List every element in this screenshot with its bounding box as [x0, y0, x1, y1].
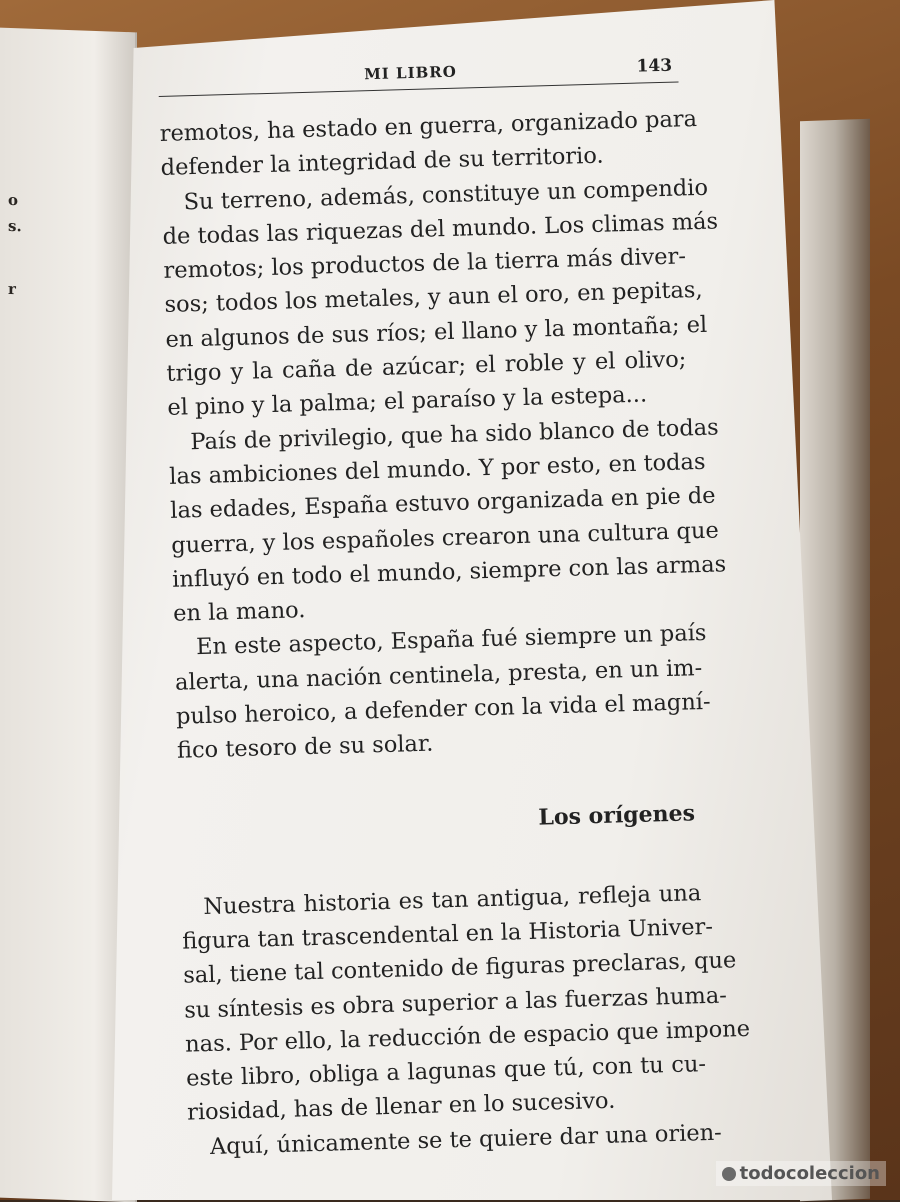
- page-content: [158, 55, 751, 1164]
- left-mark: s.: [8, 216, 22, 235]
- body-text-continued: [181, 876, 751, 1165]
- text-line: riosidad, has de llenar en lo sucesivo.: [186, 1088, 616, 1127]
- text-line: el pino y la palma; el paraíso y la estepa...: [167, 381, 648, 422]
- text-line: figura tan trascendental en la Historia Univer-: [181, 913, 714, 955]
- paragraph: [181, 876, 751, 1131]
- section-heading: Los orígenes: [538, 799, 696, 831]
- text-line: en algunos de sus ríos; el llano y la montaña; el: [165, 311, 708, 353]
- text-line: alerta, una nación centinela, presta, en un im-: [174, 654, 703, 696]
- text-line: en la mano.: [172, 597, 306, 627]
- text-line: influyó en todo el mundo, siempre con las armas: [171, 551, 727, 593]
- body-text: [159, 102, 727, 768]
- text-line: En este aspecto, España fué siempre un país: [195, 620, 707, 661]
- text-line: este libro, obliga a lagunas que tú, con tu cu-: [185, 1051, 707, 1092]
- text-line: Nuestra historia es tan antigua, refleja una: [203, 879, 702, 920]
- text-line: remotos, ha estado en guerra, organizado para: [159, 105, 698, 147]
- logo-icon: [722, 1167, 736, 1181]
- text-line: las edades, España estuvo organizada en pie de: [169, 482, 716, 525]
- text-line: Aquí, únicamente se te quiere dar una orien-: [209, 1119, 723, 1160]
- text-line: fico tesoro de su solar.: [176, 730, 434, 765]
- running-title: MI LIBRO: [363, 62, 458, 84]
- paragraph: [161, 171, 719, 426]
- text-line: su síntesis es obra superior a las fuerzas huma-: [183, 982, 728, 1024]
- text-line: nas. Por ello, la reducción de espacio que impone: [184, 1015, 751, 1058]
- text-line: Su terreno, además, constituye un compendio: [183, 174, 709, 215]
- text-line: defender la integridad de su territorio.: [160, 142, 604, 182]
- text-line: de todas las riquezas del mundo. Los climas más: [162, 208, 719, 250]
- page-number: 143: [636, 55, 673, 77]
- text-line: remotos; los productos de la tierra más diver-: [163, 243, 687, 285]
- text-line: País de privilegio, que ha sido blanco de todas: [190, 414, 719, 455]
- text-line: trigo y la caña de azúcar; el roble y el olivo;: [166, 346, 687, 387]
- left-mark: o: [8, 190, 19, 210]
- paragraph: [174, 617, 711, 769]
- text-line: pulso heroico, a defender con la vida el magní-: [175, 688, 711, 730]
- text-line: sal, tiene tal contenido de figuras preclaras, que: [182, 947, 737, 989]
- watermark: [716, 1161, 886, 1186]
- left-mark: r: [8, 279, 16, 299]
- left-page-marks: [8, 188, 38, 304]
- text-line: guerra, y los españoles crearon una cultura que: [170, 517, 720, 559]
- paragraph: [168, 411, 727, 631]
- watermark-text: todocoleccion: [739, 1163, 880, 1184]
- text-line: sos; todos los metales, y aun el oro, en pepitas,: [164, 277, 703, 319]
- text-line: las ambiciones del mundo. Y por esto, en todas: [169, 448, 706, 490]
